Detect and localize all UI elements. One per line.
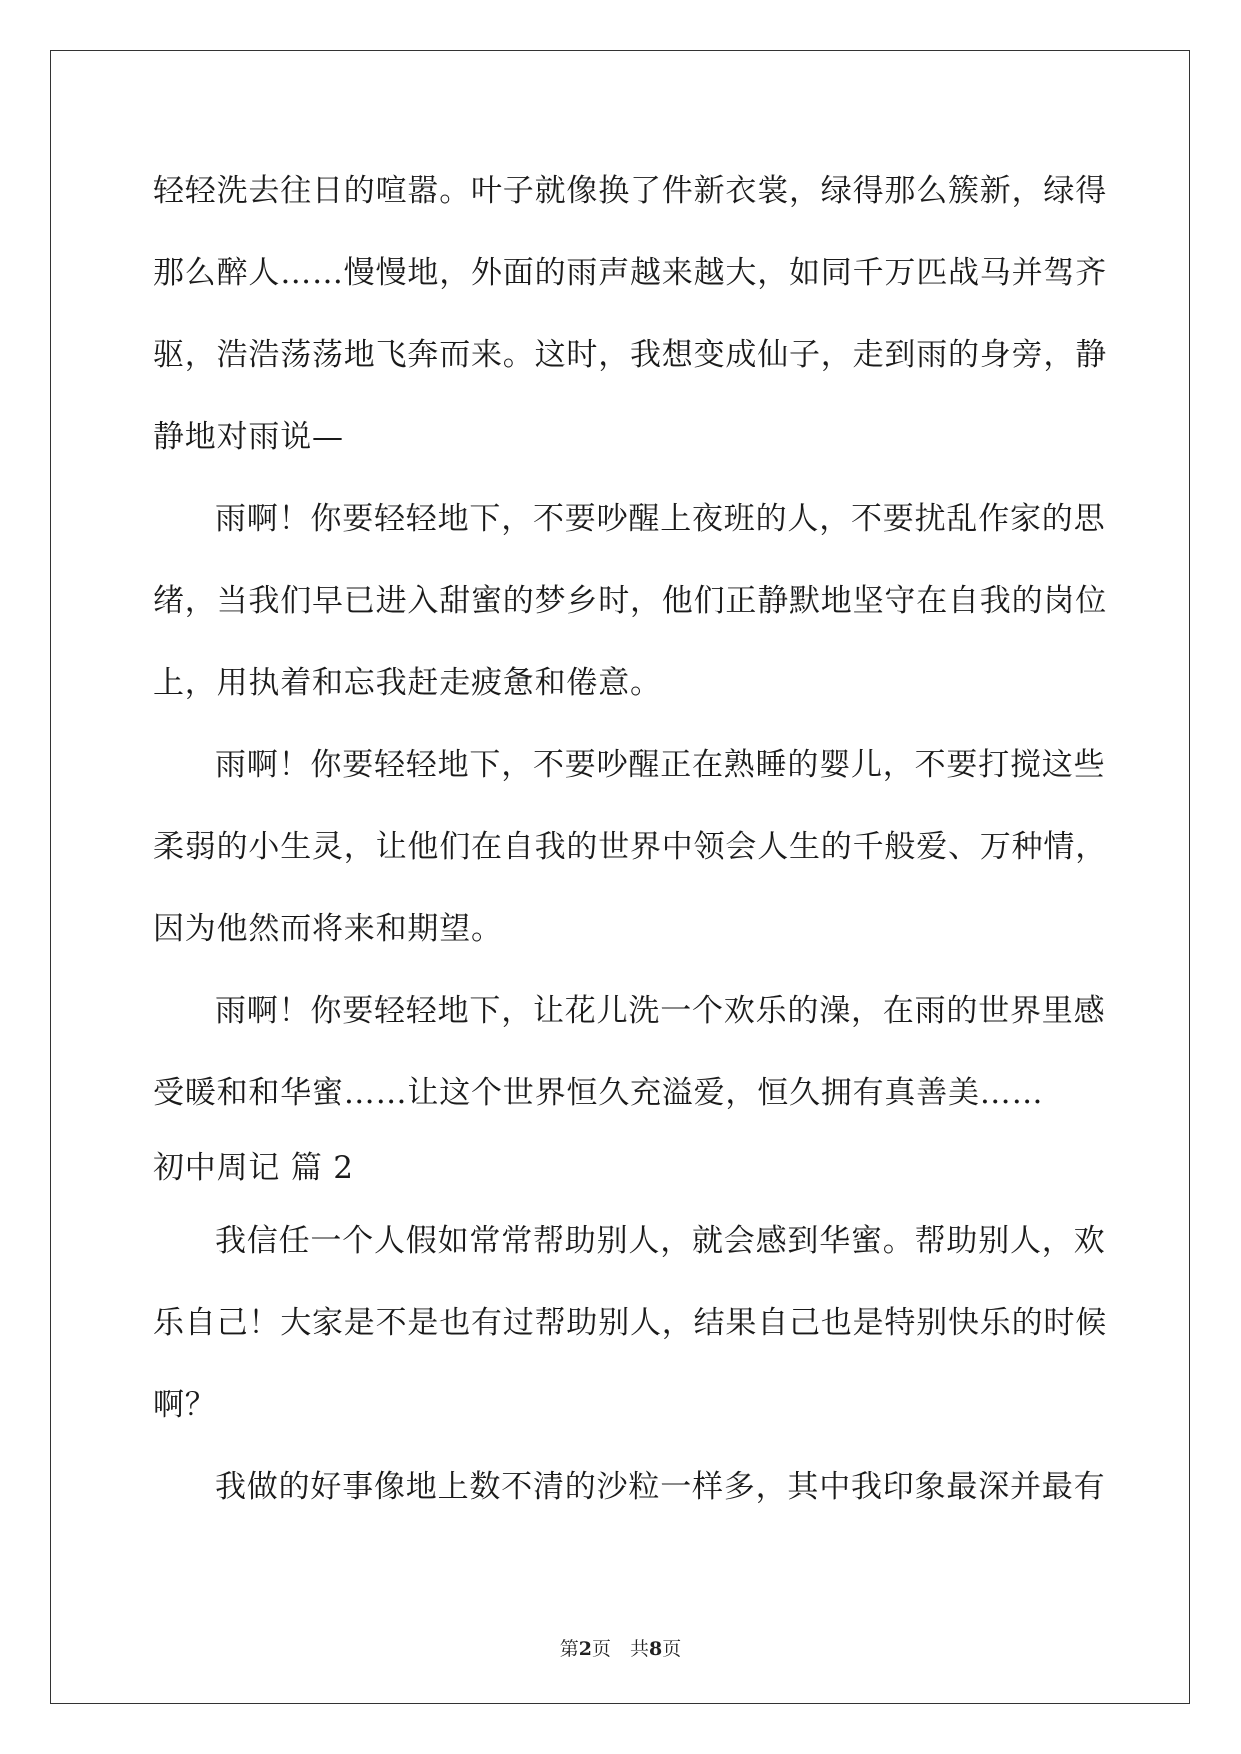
footer-prefix: 第 [559,1638,579,1660]
body-text-bottom [153,1212,1107,1540]
text-line: 雨啊！你要轻轻地下，让花儿洗一个欢乐的澡，在雨的世界里感 [215,993,1106,1029]
text-line: 上，用执着和忘我赶走疲惫和倦意。 [153,665,662,701]
text-line: 乐自己！大家是不是也有过帮助别人，结果自己也是特别快乐的时候 [153,1305,1107,1341]
page-footer [0,1634,1241,1661]
text-line: 啊？ [153,1387,217,1423]
footer-suffix: 页 [662,1638,682,1660]
footer-mid: 页 共 [591,1638,649,1660]
text-line: 柔弱的小生灵，让他们在自我的世界中领会人生的千般爱、万种情， [153,829,1107,865]
text-line: 驱，浩浩荡荡地飞奔而来。这时，我想变成仙子，走到雨的身旁，静 [153,337,1107,373]
text-line: 因为他然而将来和期望。 [153,911,503,947]
current-page-number: 2 [578,1638,592,1660]
text-line: 那么醉人……慢慢地，外面的雨声越来越大，如同千万匹战马并驾齐 [153,255,1107,291]
text-line: 我信任一个人假如常常帮助别人，就会感到华蜜。帮助别人，欢 [215,1223,1106,1259]
total-page-number: 8 [649,1638,663,1660]
text-line: 轻轻洗去往日的喧嚣。叶子就像换了件新衣裳，绿得那么簇新，绿得 [153,173,1107,209]
body-text-top [153,162,1107,1146]
document-body [153,162,1107,1540]
text-line: 绪，当我们早已进入甜蜜的梦乡时，他们正静默地坚守在自我的岗位 [153,583,1107,619]
text-line: 静地对雨说— [153,419,344,455]
text-line: 雨啊！你要轻轻地下，不要吵醒上夜班的人，不要扰乱作家的思 [215,501,1106,537]
text-line: 雨啊！你要轻轻地下，不要吵醒正在熟睡的婴儿，不要打搅这些 [215,747,1106,783]
text-line: 受暖和和华蜜……让这个世界恒久充溢爱，恒久拥有真善美…… [153,1075,1044,1111]
section-heading: 初中周记 篇 2 [153,1150,354,1186]
text-line: 我做的好事像地上数不清的沙粒一样多，其中我印象最深并最有 [215,1469,1106,1505]
